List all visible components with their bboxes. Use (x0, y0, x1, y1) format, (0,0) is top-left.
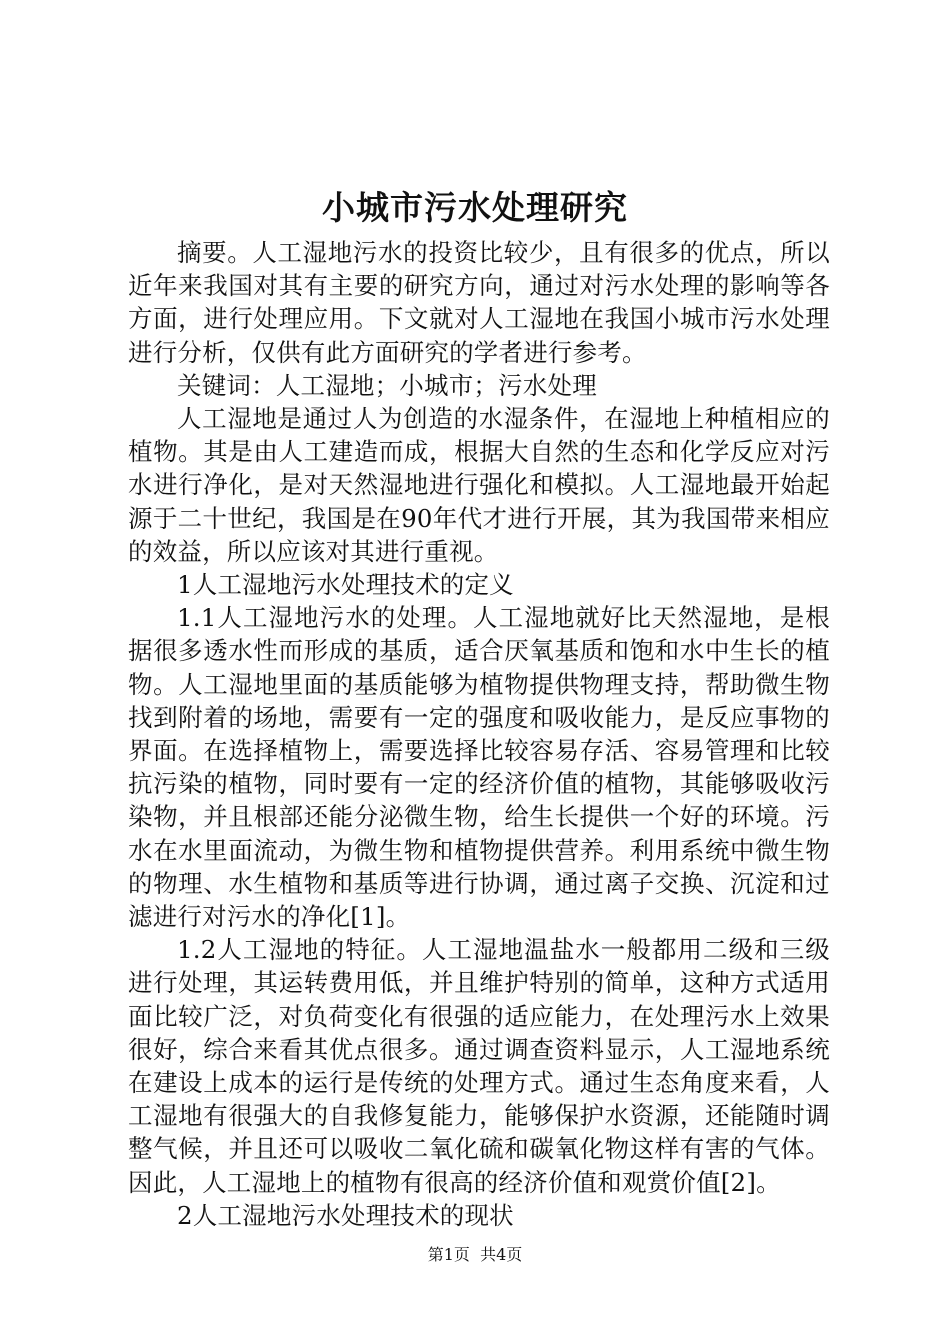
intro-paragraph: 人工湿地是通过人为创造的水湿条件，在湿地上种植相应的植物。其是由人工建造而成，根据大自然的生态和化学反应对污水进行净化，是对天然湿地进行强化和模拟。人工湿地最开始起源于二十世纪，我国是在90年代才进行开展，其为我国带来相应的效益，所以应该对其进行重视。 (128, 404, 830, 566)
page-number: 第1页 (427, 1245, 470, 1264)
section-heading-2: 2人工湿地污水处理技术的现状 (177, 1200, 514, 1230)
keywords-paragraph: 关键词：人工湿地；小城市；污水处理 (177, 370, 597, 400)
document-title: 小城市污水处理研究 (322, 188, 628, 227)
section-heading-1: 1人工湿地污水处理技术的定义 (177, 570, 514, 600)
subsection-1-1-paragraph: 1.1人工湿地污水的处理。人工湿地就好比天然湿地，是根据很多透水性而形成的基质，适合厌氧基质和饱和水中生长的植物。人工湿地里面的基质能够为植物提供物理支持，帮助微生物找到附着的场地，需要有一定的强度和吸收能力，是反应事物的界面。在选择植物上，需要选择比较容易存活、容易管理和比较抗污染的植物，同时要有一定的经济价值的植物，其能够吸收污染物，并且根部还能分泌微生物，给生长提供一个好的环境。污水在水里面流动，为微生物和植物提供营养。利用系统中微生物的物理、水生植物和基质等进行协调，通过离子交换、沉淀和过滤进行对污水的净化[1]。 (128, 603, 830, 932)
document-body (128, 236, 830, 1232)
page-footer (0, 1244, 950, 1266)
subsection-1-2-paragraph: 1.2人工湿地的特征。人工湿地温盐水一般都用二级和三级进行处理，其运转费用低，并且维护特别的简单，这种方式适用面比较广泛，对负荷变化有很强的适应能力，在处理污水上效果很好，综合来看其优点很多。通过调查资料显示，人工湿地系统在建设上成本的运行是传统的处理方式。通过生态角度来看，人工湿地有很强大的自我修复能力，能够保护水资源，还能随时调整气候，并且还可以吸收二氧化硫和碳氧化物这样有害的气体。因此，人工湿地上的植物有很高的经济价值和观赏价值[2]。 (128, 935, 830, 1197)
abstract-paragraph: 摘要。人工湿地污水的投资比较少，且有很多的优点，所以近年来我国对其有主要的研究方向，通过对污水处理的影响等各方面，进行处理应用。下文就对人工湿地在我国小城市污水处理进行分析，仅供有此方面研究的学者进行参考。 (128, 238, 830, 367)
footer-separator (470, 1245, 480, 1264)
page-total: 共4页 (480, 1245, 523, 1264)
